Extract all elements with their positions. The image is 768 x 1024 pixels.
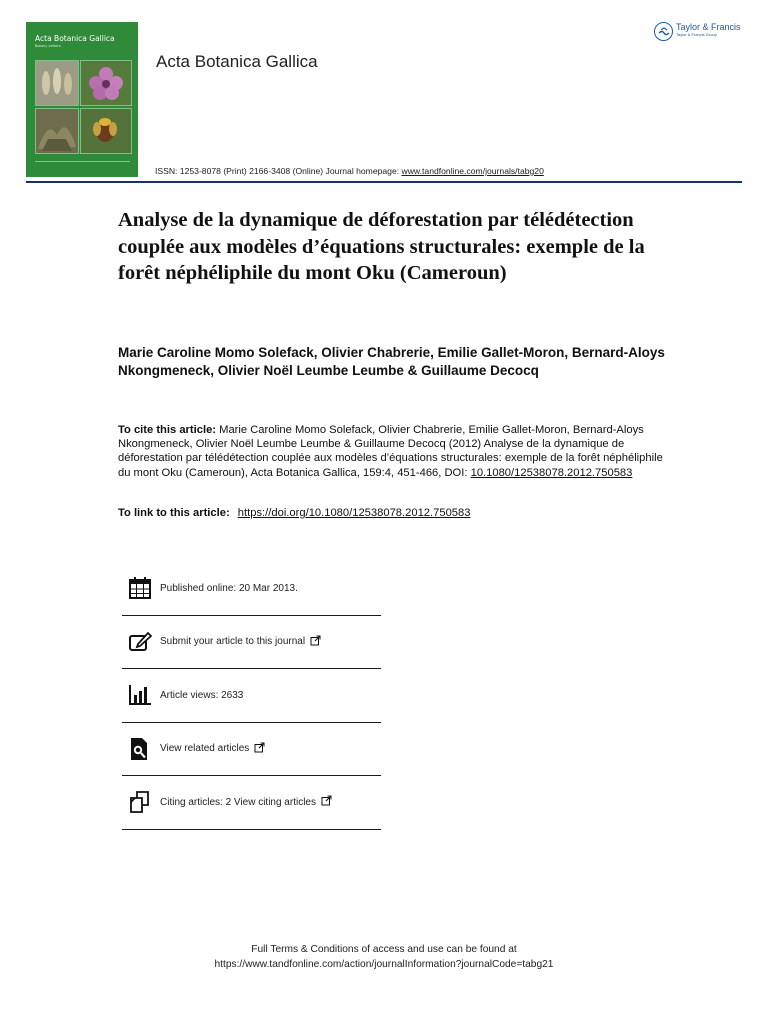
citing-articles-row[interactable] xyxy=(122,775,381,829)
wave-icon xyxy=(654,22,673,41)
citation-doi-link[interactable]: 10.1080/12538078.2012.750583 xyxy=(470,466,633,479)
terms-line: Full Terms & Conditions of access and use can be found at xyxy=(251,944,517,955)
citation-block xyxy=(118,423,678,480)
publisher-name: Taylor & Francis xyxy=(676,22,741,32)
publisher-group: Taylor & Francis Group xyxy=(676,32,717,37)
header-divider xyxy=(26,181,742,183)
article-views-text: Article views: 2633 xyxy=(160,689,244,701)
submit-article-link[interactable]: Submit your article to this journal xyxy=(160,636,306,648)
terms-url[interactable]: https://www.tandfonline.com/action/journalInformation?journalCode=tabg21 xyxy=(214,958,554,970)
related-articles-row[interactable] xyxy=(122,722,381,776)
cover-title: Acta Botanica Gallica xyxy=(35,34,115,43)
citation-text: Marie Caroline Momo Solefack, Olivier Chabrerie, Emilie Gallet-Moron, Bernard-Aloys Nkongmeneck, Olivier Noël Leumbe Leumbe & Guillaume Decocq (2012) Analyse de la dynamique de déforestation par télédétection couplée aux modèles d’équations structurales: exemple de la forêt néphéliphile du mont Oku (Cameroun), Acta Botanica Gallica, 159:4, 451-466, DOI: xyxy=(118,424,663,479)
bar-chart-icon xyxy=(127,682,153,708)
article-link-line xyxy=(118,507,470,519)
external-link-icon xyxy=(321,795,332,809)
article-authors: Marie Caroline Momo Solefack, Olivier Chabrerie, Emilie Gallet-Moron, Bernard-Aloys Nkongmeneck, Olivier Noël Leumbe Leumbe & Guillaume Decocq xyxy=(118,345,665,378)
cover-photo-orchid xyxy=(80,108,132,154)
published-online-row xyxy=(122,562,381,615)
article-views-row xyxy=(122,668,381,722)
article-title: Analyse de la dynamique de déforestation par télédétection couplée aux modèles d’équations structurales: exemple de la forêt néphéliphile du mont Oku (Cameroun) xyxy=(118,209,645,284)
submit-article-row[interactable] xyxy=(122,615,381,669)
publisher-logo xyxy=(654,22,741,41)
metrics-bottom-divider xyxy=(122,829,381,830)
journal-name: Acta Botanica Gallica xyxy=(156,52,318,71)
citation-label: To cite this article: xyxy=(118,424,217,436)
cover-photo-grass xyxy=(35,60,79,106)
external-link-icon xyxy=(310,635,321,649)
published-online-text: Published online: 20 Mar 2013. xyxy=(160,582,298,594)
issn-line xyxy=(155,166,544,176)
article-doi-url[interactable]: https://doi.org/10.1080/12538078.2012.750583 xyxy=(237,507,471,519)
related-articles-link[interactable]: View related articles xyxy=(160,743,250,755)
cover-photo-shrub xyxy=(35,108,79,154)
terms-footer xyxy=(0,943,768,972)
journal-homepage-link[interactable]: www.tandfonline.com/journals/tabg20 xyxy=(401,166,544,176)
cover-footer xyxy=(35,161,130,170)
document-search-icon xyxy=(127,736,153,762)
article-link-label: To link to this article: xyxy=(118,507,230,519)
citing-articles-link[interactable]: Citing articles: 2 View citing articles xyxy=(160,796,316,808)
journal-cover xyxy=(26,22,138,177)
edit-icon xyxy=(127,629,153,655)
cover-photo-flower xyxy=(80,60,132,106)
external-link-icon xyxy=(254,742,265,756)
calendar-icon xyxy=(127,575,153,601)
article-metrics-list xyxy=(122,562,381,830)
issn-text: ISSN: 1253-8078 (Print) 2166-3408 (Online) Journal homepage: xyxy=(155,166,402,176)
cover-subtitle: Botany Letters xyxy=(35,44,61,48)
citing-documents-icon xyxy=(127,789,153,815)
